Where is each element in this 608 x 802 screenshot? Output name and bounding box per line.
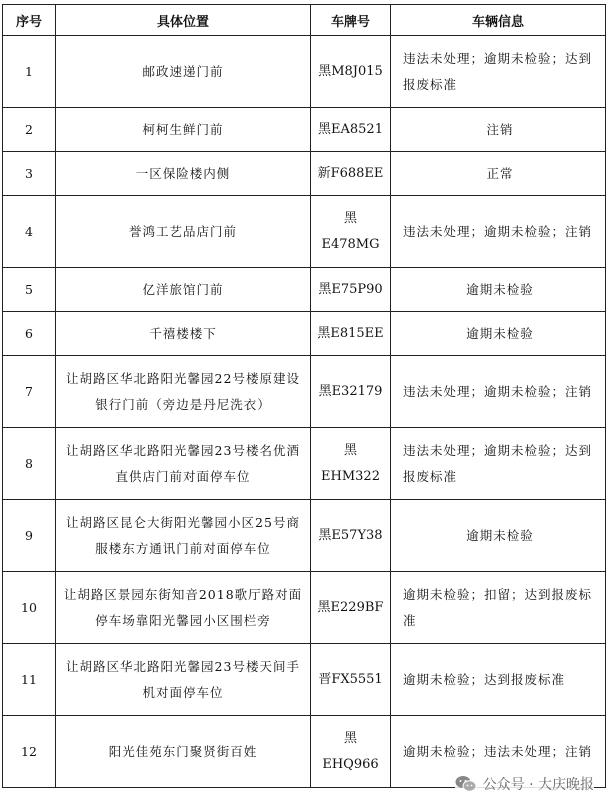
table-row	[3, 196, 606, 268]
cell-no: 10	[3, 572, 56, 644]
cell-location: 誉鸿工艺品店门前	[56, 196, 311, 268]
wechat-icon	[455, 775, 477, 793]
cell-plate: 黑EHQ966	[311, 716, 391, 788]
cell-info: 逾期未检验；达到报废标准	[391, 644, 606, 716]
cell-info: 逾期未检验	[391, 312, 606, 356]
cell-info: 违法未处理；逾期未检验；注销	[391, 196, 606, 268]
cell-location: 让胡路区景园东街知音2018歌厅路对面停车场靠阳光馨园小区围栏旁	[56, 572, 311, 644]
cell-info: 逾期未检验	[391, 268, 606, 312]
cell-plate: 黑E75P90	[311, 268, 391, 312]
cell-no: 1	[3, 36, 56, 108]
cell-plate: 新F688EE	[311, 152, 391, 196]
cell-plate: 黑E229BF	[311, 572, 391, 644]
cell-location: 亿洋旅馆门前	[56, 268, 311, 312]
table-row	[3, 500, 606, 572]
cell-location: 让胡路区华北路阳光馨园23号楼天间手机对面停车位	[56, 644, 311, 716]
table-row	[3, 36, 606, 108]
cell-location: 邮政速递门前	[56, 36, 311, 108]
cell-plate: 黑E815EE	[311, 312, 391, 356]
cell-no: 11	[3, 644, 56, 716]
cell-info: 注销	[391, 108, 606, 152]
table-row	[3, 312, 606, 356]
watermark	[455, 774, 594, 794]
cell-location: 千禧楼楼下	[56, 312, 311, 356]
cell-info: 逾期未检验；违法未处理；注销	[391, 716, 606, 788]
cell-no: 12	[3, 716, 56, 788]
watermark-text: 公众号 · 大庆晚报	[482, 777, 594, 793]
cell-location: 一区保险楼内侧	[56, 152, 311, 196]
table-header-row	[3, 5, 606, 36]
cell-plate: 晋FX5551	[311, 644, 391, 716]
cell-no: 7	[3, 356, 56, 428]
cell-plate: 黑EHM322	[311, 428, 391, 500]
cell-no: 9	[3, 500, 56, 572]
cell-plate: 黑E478MG	[311, 196, 391, 268]
cell-info: 违法未处理；逾期未检验；达到报废标准	[391, 428, 606, 500]
table-row	[3, 108, 606, 152]
cell-info: 违法未处理；逾期未检验；注销	[391, 356, 606, 428]
table-row	[3, 356, 606, 428]
cell-info: 正常	[391, 152, 606, 196]
cell-plate: 黑E32179	[311, 356, 391, 428]
table-row	[3, 644, 606, 716]
header-plate: 车牌号	[311, 5, 391, 36]
header-info: 车辆信息	[391, 5, 606, 36]
cell-location: 阳光佳苑东门聚贤街百姓	[56, 716, 311, 788]
cell-plate: 黑EA8521	[311, 108, 391, 152]
table-row	[3, 428, 606, 500]
cell-plate: 黑M8J015	[311, 36, 391, 108]
cell-info: 违法未处理；逾期未检验；达到报废标准	[391, 36, 606, 108]
cell-no: 8	[3, 428, 56, 500]
cell-location: 柯柯生鲜门前	[56, 108, 311, 152]
cell-no: 2	[3, 108, 56, 152]
cell-no: 4	[3, 196, 56, 268]
header-no: 序号	[3, 5, 56, 36]
cell-no: 6	[3, 312, 56, 356]
cell-plate: 黑E57Y38	[311, 500, 391, 572]
cell-no: 3	[3, 152, 56, 196]
cell-location: 让胡路区昆仑大街阳光馨园小区25号商服楼东方通讯门前对面停车位	[56, 500, 311, 572]
vehicle-table	[2, 4, 606, 788]
cell-info: 逾期未检验	[391, 500, 606, 572]
table-row	[3, 268, 606, 312]
cell-no: 5	[3, 268, 56, 312]
cell-location: 让胡路区华北路阳光馨园23号楼名优酒直供店门前对面停车位	[56, 428, 311, 500]
cell-info: 逾期未检验；扣留；达到报废标准	[391, 572, 606, 644]
header-location: 具体位置	[56, 5, 311, 36]
cell-location: 让胡路区华北路阳光馨园22号楼原建设银行门前（旁边是丹尼洗衣）	[56, 356, 311, 428]
table-row	[3, 572, 606, 644]
table-row	[3, 152, 606, 196]
